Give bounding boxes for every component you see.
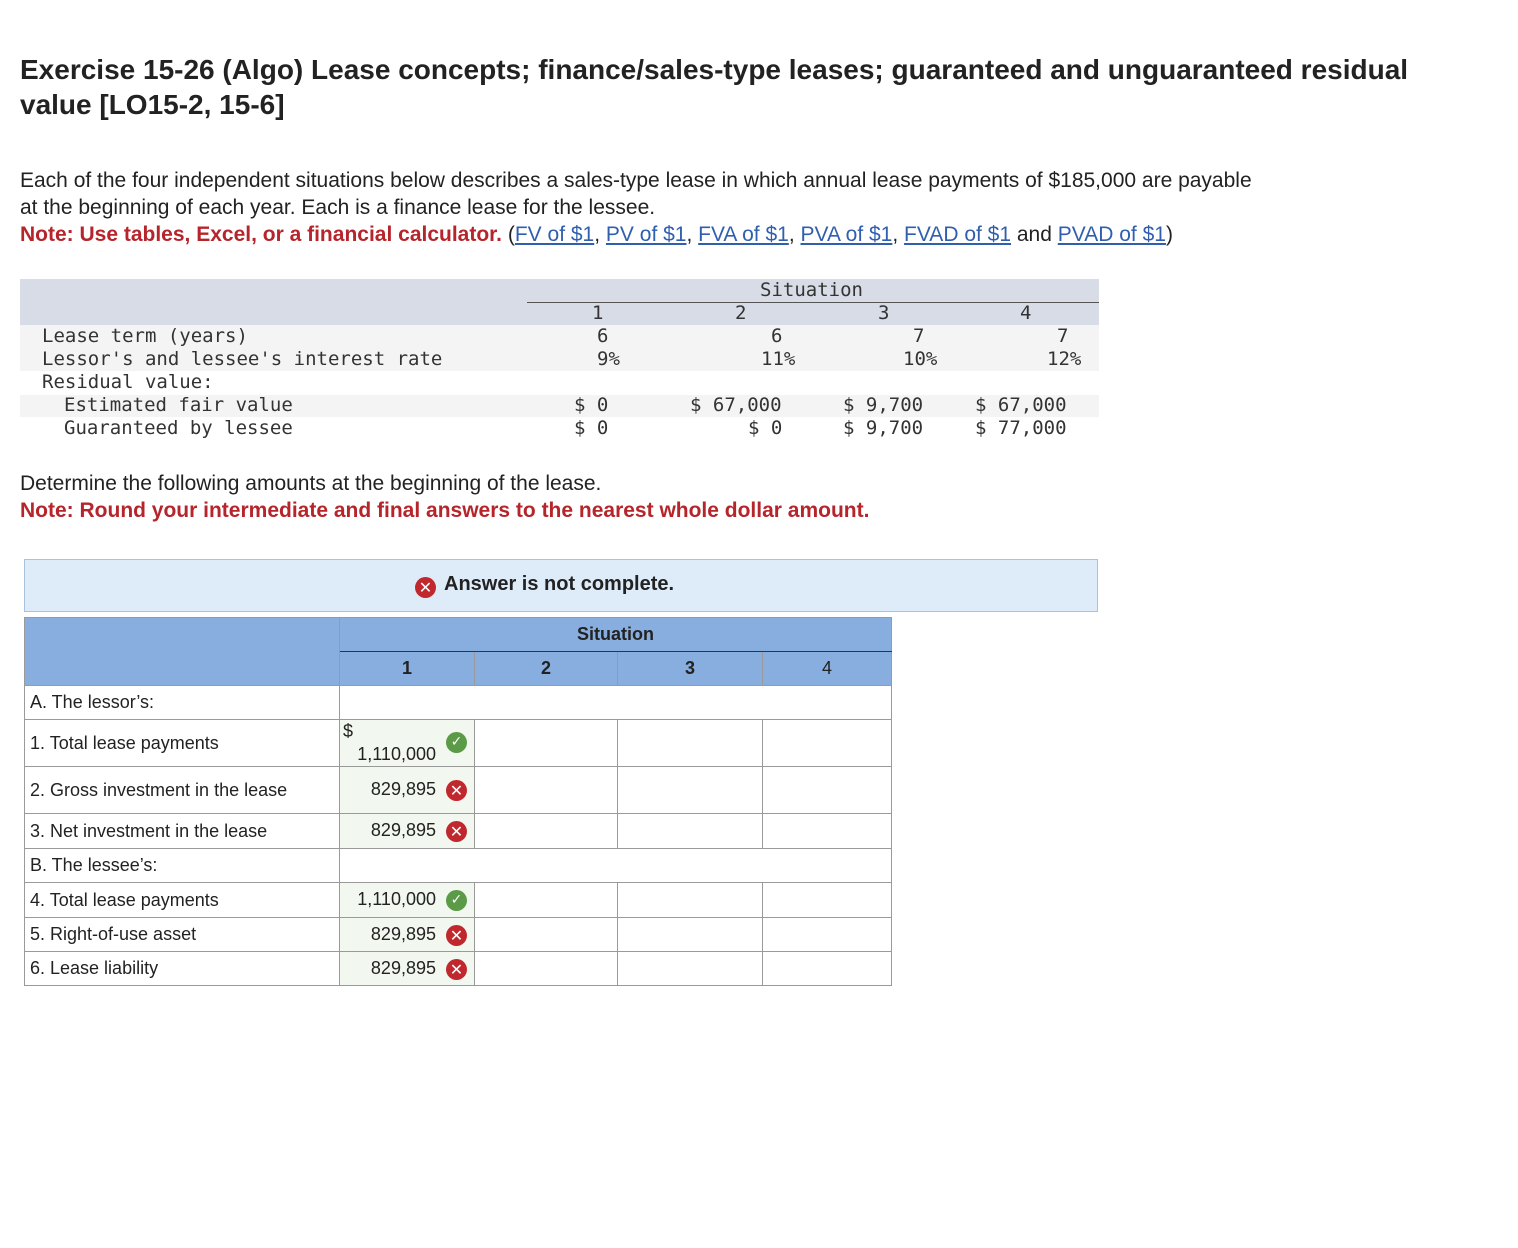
answer-status-banner [24, 559, 1098, 612]
col-header-3: 3 [618, 652, 763, 686]
col-header-2: 2 [735, 302, 747, 324]
answer-input-row5-sit1[interactable] [340, 918, 475, 952]
row-label: Lease term (years) [42, 325, 248, 347]
cell-value: $ 9,700 [843, 394, 924, 416]
x-circle-icon: ✕ [446, 959, 467, 980]
row-label: 4. Total lease payments [25, 883, 340, 918]
answer-input-row5-sit4[interactable] [763, 918, 892, 952]
answer-value: 829,895 [370, 924, 436, 944]
exercise-title: Exercise 15-26 (Algo) Lease concepts; finance/sales-type leases; guaranteed and unguaranteed residual value [LO15-2, 15-6] [20, 54, 1409, 120]
answer-input-row6-sit2[interactable] [475, 952, 618, 986]
row-label: 6. Lease liability [25, 952, 340, 986]
situation-header: Situation [340, 618, 892, 652]
col-header-1: 1 [592, 302, 604, 324]
cell-value: 6 [771, 325, 783, 347]
banner-text: Answer is not complete. [444, 573, 675, 595]
answer-input-row3-sit2[interactable] [475, 814, 618, 849]
answer-input-row5-sit3[interactable] [618, 918, 763, 952]
situation-data-table [20, 279, 1099, 444]
cell-value: $ 67,000 [690, 394, 782, 416]
section-b-label: B. The lessee’s: [25, 849, 340, 883]
intro-line-1: Each of the four independent situations below describes a sales-type lease in which annual lease payments of $185,000 are payable [20, 169, 1252, 192]
link-fvad[interactable]: FVAD of $1 [904, 223, 1012, 246]
answer-table [24, 617, 892, 986]
answer-input-row6-sit4[interactable] [763, 952, 892, 986]
instructions-line: Determine the following amounts at the beginning of the lease. [20, 472, 602, 495]
cell-value: 7 [1057, 325, 1069, 347]
link-fv[interactable]: FV of $1 [514, 223, 595, 246]
cell-value: 12% [1047, 348, 1082, 370]
answer-input-row1-sit2[interactable] [475, 720, 618, 767]
answer-input-row5-sit2[interactable] [475, 918, 618, 952]
currency-symbol: $ [343, 721, 354, 741]
answer-input-row2-sit1[interactable] [340, 767, 475, 814]
answer-input-row6-sit1[interactable] [340, 952, 475, 986]
answer-value: 1,110,000 [357, 889, 436, 909]
cell-value: $ 9,700 [843, 417, 924, 439]
link-pva[interactable]: PVA of $1 [800, 223, 893, 246]
cell-value: $ 67,000 [975, 394, 1067, 416]
row-label: 3. Net investment in the lease [25, 814, 340, 849]
row-label: Residual value: [42, 371, 214, 393]
answer-input-row1-sit3[interactable] [618, 720, 763, 767]
answer-input-row4-sit1[interactable] [340, 883, 475, 918]
answer-input-row3-sit1[interactable] [340, 814, 475, 849]
instructions [20, 470, 869, 524]
x-circle-icon: ✕ [415, 577, 436, 598]
answer-input-row1-sit1[interactable] [340, 720, 475, 767]
col-header-3: 3 [878, 302, 890, 324]
row-label: 2. Gross investment in the lease [25, 767, 340, 814]
cell-value: $ 77,000 [975, 417, 1067, 439]
check-circle-icon: ✓ [446, 732, 467, 753]
col-header-2: 2 [475, 652, 618, 686]
answer-value: 829,895 [370, 820, 436, 840]
col-header-4: 4 [763, 652, 892, 686]
answer-input-row4-sit2[interactable] [475, 883, 618, 918]
cell-value: 7 [913, 325, 925, 347]
answer-input-row6-sit3[interactable] [618, 952, 763, 986]
cell-value: $ 0 [748, 417, 783, 439]
intro-line-2: at the beginning of each year. Each is a finance lease for the lessee. [20, 196, 656, 219]
header-corner [25, 618, 340, 686]
cell-value: $ 0 [574, 417, 609, 439]
x-circle-icon: ✕ [446, 925, 467, 946]
link-fva[interactable]: FVA of $1 [698, 223, 789, 246]
note-calculator: Note: Use tables, Excel, or a financial calculator. [20, 223, 503, 246]
row-label: Estimated fair value [64, 394, 293, 416]
answer-input-row4-sit4[interactable] [763, 883, 892, 918]
row-label: Lessor's and lessee's interest rate [42, 348, 443, 370]
check-circle-icon: ✓ [446, 890, 467, 911]
section-spacer [340, 686, 892, 720]
intro-text [20, 167, 1480, 248]
cell-value: 10% [903, 348, 938, 370]
rounding-note: Note: Round your intermediate and final answers to the nearest whole dollar amount. [20, 499, 870, 522]
col-header-4: 4 [1020, 302, 1032, 324]
answer-input-row2-sit4[interactable] [763, 767, 892, 814]
answer-value: 1,110,000 [357, 744, 436, 764]
section-spacer [340, 849, 892, 883]
row-label: 1. Total lease payments [25, 720, 340, 767]
cell-value: 11% [761, 348, 796, 370]
situation-header: Situation [760, 279, 863, 301]
cell-value: $ 0 [574, 394, 609, 416]
answer-input-row2-sit2[interactable] [475, 767, 618, 814]
answer-input-row4-sit3[interactable] [618, 883, 763, 918]
section-a-label: A. The lessor’s: [25, 686, 340, 720]
col-header-1: 1 [340, 652, 475, 686]
row-label: 5. Right-of-use asset [25, 918, 340, 952]
header-rule [527, 302, 1099, 303]
x-circle-icon: ✕ [446, 780, 467, 801]
answer-input-row1-sit4[interactable] [763, 720, 892, 767]
intro-note: Note: Use tables, Excel, or a financial calculator. (FV of $1, PV of $1, FVA of $1, PVA of $1, FVAD of $1 and PVAD of $1) [20, 223, 1173, 246]
answer-input-row3-sit4[interactable] [763, 814, 892, 849]
answer-value: 829,895 [370, 958, 436, 978]
x-circle-icon: ✕ [446, 821, 467, 842]
answer-value: 829,895 [370, 779, 436, 799]
and-text: and [1016, 223, 1052, 246]
cell-value: 6 [597, 325, 609, 347]
cell-value: 9% [597, 348, 620, 370]
answer-input-row3-sit3[interactable] [618, 814, 763, 849]
link-pvad[interactable]: PVAD of $1 [1057, 223, 1166, 246]
row-label: Guaranteed by lessee [64, 417, 293, 439]
answer-input-row2-sit3[interactable] [618, 767, 763, 814]
link-pv[interactable]: PV of $1 [605, 223, 687, 246]
